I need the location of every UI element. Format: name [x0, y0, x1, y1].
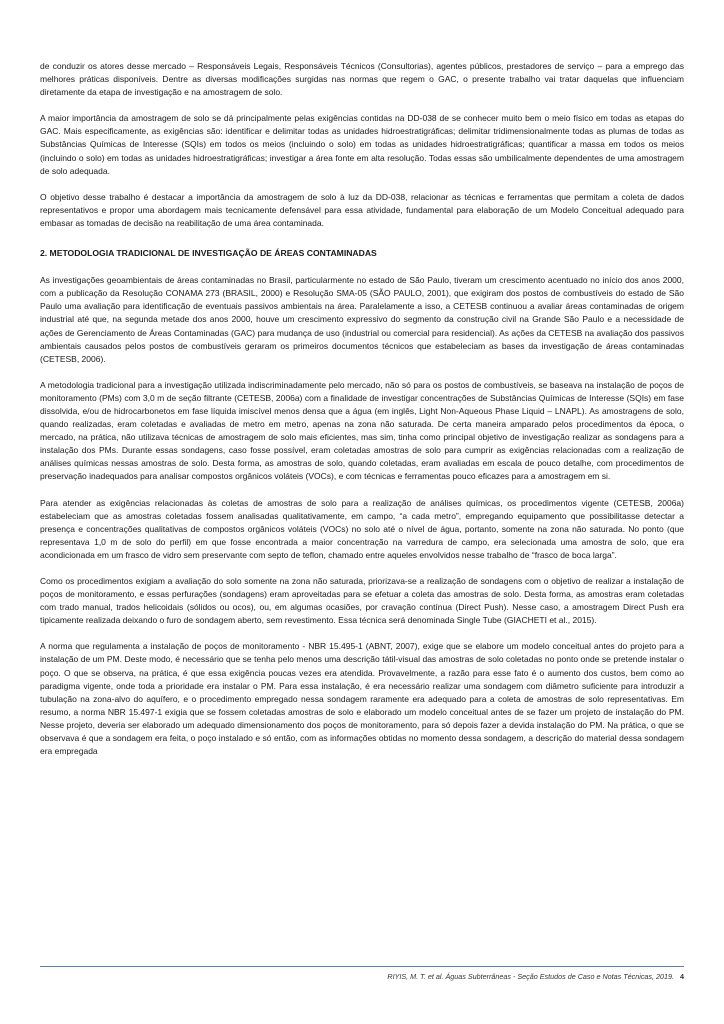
- paragraph-2: A maior importância da amostragem de solo se dá principalmente pelas exigências contidas na DD-038 de se conhecer muito bem o meio físico em todas as etapas do GAC. Mais especificamente, as exigências são: identificar e delimitar todas as unidades hidroestratigráficas; delimitar tridimensionalmente todas as plumas de todas as Substâncias Químicas de Interesse (SQIs) em todos os meios (incluindo o solo) em todas as unidades hidroestratigráficas; quantificar a massa em todos os meios (incluindo o solo) em todas as unidades hidroestratigráficas; investigar a área fonte em alta resolução. Todas essas são umbilicalmente dependentes de uma amostragem de solo adequada.: [40, 113, 684, 176]
- footer-divider: [40, 966, 684, 967]
- section-title: 2. METODOLOGIA TRADICIONAL DE INVESTIGAÇÃO DE ÁREAS CONTAMINADAS: [40, 248, 377, 259]
- page-number: 4: [680, 972, 684, 981]
- paragraph-7: Como os procedimentos exigiam a avaliação do solo somente na zona não saturada, priorizava-se a realização de sondagens com o objetivo de realizar a instalação de poços de monitoramento, e essas perfurações (sondagens) eram aproveitadas para se efetuar a coleta das amostras de solo. Desta forma, as amostras eram coletadas com trado manual, trados helicoidais (sólidos ou ocos), ou, em algumas ocasiões, por cravação contínua (Direct Push). Nesse caso, a amostragem Direct Push era tipicamente realizada deixando o furo de sondagem aberto, sem revestimento. Essa técnica será denominada Single Tube (GIACHETI et al., 2015).: [40, 576, 684, 626]
- page-footer: [40, 972, 684, 981]
- paragraph-5: A metodologia tradicional para a investigação utilizada indiscriminadamente pelo mercado, não só para os postos de combustíveis, se baseava na instalação de poços de monitoramento (PMs) com 3,0 m de seção filtrante (CETESB, 2006a) com a finalidade de investigar concentrações de Substâncias Químicas de Interesse (SQIs) em fase dissolvida, e/ou de hidrocarbonetos em fase líquida imiscível menos densa que a água (em inglês, Light Non-Aqueous Phase Liquid – LNAPL). As amostragens de solo, quando realizadas, eram coletadas e avaliadas de metro em metro, apenas na zona não saturada. De certa maneira amparado pelos procedimentos da época, o mercado, na prática, não utilizava técnicas de amostragem de solo mais eficientes, mas sim, tinha como principal objetivo de investigação realizar as sondagens para a instalação dos PMs. Durante essas sondagens, caso fosse possível, eram coletadas amostras de solo para cumprir as exigências relacionadas com a realização de análises químicas nessas amostras de solo. Desta forma, as amostras de solo, quando coletadas, eram avaliadas em escala de pouco detalhe, com procedimentos de preservação inadequados para analisar compostos orgânicos voláteis (VOCs), e com técnicas e ferramentas pouco eficazes para a amostragem em si.: [40, 379, 684, 482]
- footer-citation: RIYIS, M. T. et al. Águas Subterrâneas - Seção Estudos de Caso e Notas Técnicas, 2019.: [387, 972, 674, 981]
- paragraph-4: As investigações geoambientais de áreas contaminadas no Brasil, particularmente no estado de São Paulo, tiveram um crescimento acentuado no início dos anos 2000, com a publicação da Resolução CONAMA 273 (BRASIL, 2000) e Resolução SMA-05 (SÃO PAULO, 2001), que exigiram dos postos de combustíveis do estado de São Paulo uma avaliação para identificação de eventuais passivos ambientais na área. Paralelamente a isso, a CETESB continuou a avaliar áreas contaminadas de origem industrial até que, na segunda metade dos anos 2000, houve um crescimento expressivo do segmento da construção civil na Grande São Paulo e a necessidade de ações de Gerenciamento de Áreas Contaminadas (GAC) para mudança de uso (industrial ou comercial para residencial). As ações da CETESB na avaliação dos passivos ambientais causados pelos postos de combustíveis geraram os primeiros documentos técnicos que estabeleciam as bases da investigação de áreas contaminadas (CETESB, 2006).: [40, 275, 684, 364]
- paragraph-8: A norma que regulamenta a instalação de poços de monitoramento - NBR 15.495-1 (ABNT, 2007), exige que se elabore um modelo conceitual antes do projeto para a instalação de um PM. Deste modo, é necessário que se tenha pelo menos uma descrição tátil-visual das amostras de solo coletadas no ponto onde se pretende instalar o poço. O que se observa, na prática, é que essa exigência poucas vezes era atendida. Provavelmente, a razão para esse fato é o aumento dos custos, bem como ao paradigma vigente, onde toda a prioridade era instalar o PM. Para essa instalação, é era necessário realizar uma sondagem com diâmetro suficiente para introduzir a tubulação na zona-alvo do aquífero, e o procedimento empregado nessa sondagem raramente era adequado para a coleta de amostras de solo representativas. Em resumo, a norma NBR 15.497-1 exigia que se fossem coletadas amostras de solo e elaborado um modelo conceitual antes de se fazer um projeto de instalação do PM. Nesse projeto, deveria ser elaborado um adequado dimensionamento dos poços de monitoramento, para só depois fazer a devida instalação do PM. Na prática, o que se observava é que a sondagem era feita, o poço instalado e só então, com as informações obtidas no momento dessa sondagem, a descrição do material dessa sondagem era empregada: [40, 641, 684, 757]
- page-body: [40, 60, 684, 771]
- paragraph-1: de conduzir os atores desse mercado – Responsáveis Legais, Responsáveis Técnicos (Consultorias), agentes públicos, prestadores de serviço – para a emprego das melhores práticas disponíveis. Dentre as diversas modificações surgidas nas normas que regem o GAC, o presente trabalho vai tratar daquelas que influenciam diretamente da etapa de investigação e na amostragem de solo.: [40, 61, 684, 98]
- paragraph-6: Para atender as exigências relacionadas às coletas de amostras de solo para a realização de análises químicas, os procedimentos vigente (CETESB, 2006a) estabeleciam que as amostras coletadas fossem analisadas qualitativamente, em campo, “a cada metro”, empregando equipamento que possibilitasse detectar a presença e concentrações qualitativas de compostos orgânicos voláteis (VOCs) no solo até o nível de água, portanto, somente na zona não saturada. No ponto (que representava 1,0 m de solo do perfil) em que fosse encontrada a maior concentração na varredura de campo, era selecionada uma amostra de solo, que era acondicionada em um frasco de vidro sem preservante com septo de teflon, chamado entre aqueles envolvidos nesse trabalho de “frasco de boca larga”.: [40, 497, 684, 560]
- paragraph-3: O objetivo desse trabalho é destacar a importância da amostragem de solo à luz da DD-038, relacionar as técnicas e ferramentas que permitam a coleta de dados representativos e propor uma abordagem mais tecnicamente defensável para essa atividade, fundamental para elaboração de um Modelo Conceitual adequado para embasar as tomadas de decisão na reabilitação de uma área contaminada.: [40, 191, 684, 228]
